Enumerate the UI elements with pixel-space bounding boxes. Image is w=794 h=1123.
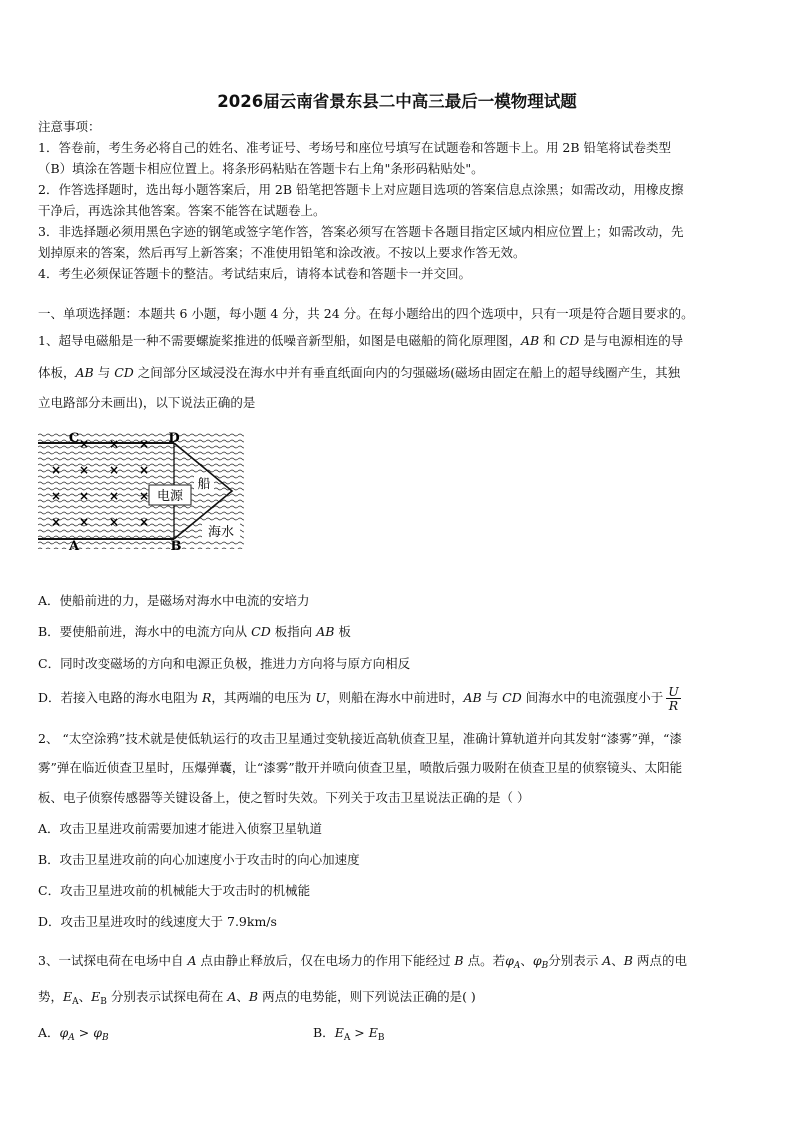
q1-var: CD bbox=[502, 690, 522, 705]
q3-var: A bbox=[227, 989, 237, 1004]
energy-symbol: E bbox=[91, 989, 101, 1004]
energy-symbol: E bbox=[334, 1025, 344, 1040]
q3-option-label: B． bbox=[313, 1025, 335, 1040]
phi-symbol: φ bbox=[59, 1025, 69, 1040]
field-x-mark: × bbox=[108, 463, 120, 477]
phi-symbol: φ bbox=[93, 1025, 102, 1040]
q1-var: CD bbox=[559, 333, 580, 348]
q3-var: B bbox=[454, 953, 464, 968]
q1-option-c: C．同时改变磁场的方向和电源正负极，推进力方向将与原方向相反 bbox=[38, 656, 411, 671]
note-3-line-2: 划掉原来的答案，然后再写上新答案；不准使用铅笔和涂改液。不按以上要求作答无效。 bbox=[38, 245, 526, 260]
q1-var: AB bbox=[520, 333, 540, 348]
field-x-mark: × bbox=[138, 463, 150, 477]
q1-var: AB bbox=[463, 690, 482, 705]
note-2-line-2: 干净后，再选涂其他答案。答案不能答在试题卷上。 bbox=[38, 203, 326, 218]
q3-text: 3、一试探电荷在电场中自 bbox=[38, 953, 188, 968]
field-x-mark: × bbox=[138, 515, 150, 529]
q1-text: 1、超导电磁船是一种不需要螺旋桨推进的低噪音新型船，如图是电磁船的简化原理图， bbox=[38, 333, 521, 348]
q3-var: A bbox=[187, 953, 197, 968]
q1-text: 和 bbox=[539, 333, 560, 348]
q1-stem-line-2 bbox=[38, 364, 680, 382]
q3-text: 点。若 bbox=[463, 953, 506, 968]
field-x-mark: × bbox=[50, 515, 62, 529]
fraction-u-over-r bbox=[666, 685, 681, 712]
page-title: 2026届云南省景东县二中高三最后一模物理试题 bbox=[217, 92, 577, 111]
field-x-mark: × bbox=[138, 437, 150, 451]
q3-stem-line-2 bbox=[38, 988, 476, 1011]
note-1-line-2: （B）填涂在答题卡相应位置上。将条形码粘贴在答题卡右上角"条形码粘贴处"。 bbox=[38, 161, 484, 176]
field-x-mark: × bbox=[78, 437, 90, 451]
power-supply-label: 电源 bbox=[156, 489, 184, 504]
note-4: 4．考生必须保证答题卡的整洁。考试结束后，请将本试卷和答题卡一并交回。 bbox=[38, 266, 471, 281]
q3-option-b bbox=[313, 1024, 384, 1047]
note-2-line-1: 2．作答选择题时，选出每小题答案后，用 2B 铅笔把答题卡上对应题目选项的答案信息点涂黑；如需改动，用橡皮擦 bbox=[38, 182, 684, 197]
q3-text: 、 bbox=[236, 989, 249, 1004]
q1-stem-line-3: 立电路部分未画出)，以下说法正确的是 bbox=[38, 395, 256, 410]
subscript-b: B bbox=[377, 1033, 385, 1043]
energy-symbol: E bbox=[368, 1025, 378, 1040]
q3-text: 、 bbox=[78, 989, 92, 1004]
label-b: B bbox=[170, 539, 182, 550]
field-x-mark: × bbox=[50, 463, 62, 477]
q3-text: 、 bbox=[611, 953, 624, 968]
q1-var: U bbox=[315, 690, 326, 705]
q1-stem-line-1 bbox=[38, 332, 683, 350]
q1-text: 板 bbox=[334, 624, 351, 639]
section-heading: 一、单项选择题：本题共 6 小题，每小题 4 分，共 24 分。在每小题给出的四个选项中，只有一项是符合题目要求的。 bbox=[38, 306, 694, 321]
q1-text: ，则船在海水中前进时， bbox=[325, 690, 464, 705]
q1-var: CD bbox=[114, 365, 134, 380]
q1-text: 是与电源相连的导 bbox=[579, 333, 684, 348]
q2-stem-line-2: 雾”弹在临近侦查卫星时，压爆弹囊，让“漆雾”散开并喷向侦查卫星，喷散后强力吸附在侦查卫星的侦察镜头、太阳能 bbox=[38, 760, 683, 775]
energy-symbol: E bbox=[63, 989, 73, 1004]
q2-option-a: A．攻击卫星进攻前需要加速才能进入侦察卫星轨道 bbox=[38, 821, 323, 836]
q3-var: B bbox=[248, 989, 259, 1004]
q1-text: ，其两端的电压为 bbox=[211, 690, 316, 705]
subscript-a: A bbox=[343, 1033, 351, 1043]
field-x-mark: × bbox=[138, 489, 150, 503]
q1-text: 板指向 bbox=[270, 624, 317, 639]
field-x-mark: × bbox=[78, 515, 90, 529]
subscript-b: B bbox=[541, 961, 549, 971]
q3-var: A bbox=[602, 953, 612, 968]
greater-than: > bbox=[74, 1025, 94, 1040]
q1-option-d bbox=[38, 685, 681, 712]
q2-stem-line-3: 板、电子侦察传感器等关键设备上，使之暂时失效。下列关于攻击卫星说法正确的是（ ） bbox=[38, 790, 530, 805]
q3-var: B bbox=[623, 953, 633, 968]
sea-label: 海水 bbox=[207, 525, 235, 540]
q1-text: B．要使船前进，海水中的电流方向从 bbox=[38, 624, 252, 639]
q3-option-label: A． bbox=[38, 1025, 60, 1040]
q3-text: 两点的电 bbox=[632, 953, 687, 968]
phi-symbol: φ bbox=[532, 953, 542, 968]
subscript-a: A bbox=[68, 1033, 75, 1043]
q2-option-b: B．攻击卫星进攻前的向心加速度小于攻击时的向心加速度 bbox=[38, 852, 360, 867]
q3-text: 势， bbox=[38, 989, 64, 1004]
q3-text: 分别表示试探电荷在 bbox=[106, 989, 228, 1004]
q3-text: 点由静止释放后，仅在电场力的作用下能经过 bbox=[196, 953, 455, 968]
field-x-mark: × bbox=[108, 515, 120, 529]
q3-text: 、 bbox=[520, 953, 533, 968]
label-a: A bbox=[68, 539, 80, 550]
label-d: D bbox=[168, 432, 180, 446]
note-1-line-1: 1．答卷前，考生务必将自己的姓名、准考证号、考场号和座位号填写在试题卷和答题卡上。用 2B 铅笔将试卷类型 bbox=[38, 140, 672, 155]
q1-option-b bbox=[38, 623, 351, 641]
q2-stem-line-1: 2、 “太空涂鸦”技术就是使低轨运行的攻击卫星通过变轨接近高轨侦查卫星，准确计算轨道并向其发射“漆雾”弹，“漆 bbox=[38, 731, 682, 746]
q3-stem-line-1 bbox=[38, 952, 687, 975]
notes-heading: 注意事项： bbox=[38, 119, 101, 134]
boat-label: 船 bbox=[197, 477, 211, 492]
q1-var: R bbox=[202, 690, 212, 705]
note-3-line-1: 3．非选择题必须用黑色字迹的钢笔或签字笔作答，答案必须写在答题卡各题目指定区域内相应位置上；如需改动，先 bbox=[38, 224, 684, 239]
q1-var: AB bbox=[75, 365, 94, 380]
q1-text: 体板， bbox=[38, 365, 76, 380]
q1-option-a: A．使船前进的力，是磁场对海水中电流的安培力 bbox=[38, 593, 310, 608]
subscript-b: B bbox=[100, 997, 107, 1007]
subscript-a: A bbox=[513, 961, 521, 971]
q2-option-d: D．攻击卫星进攻时的线速度大于 7.9km/s bbox=[38, 914, 277, 929]
field-x-mark: × bbox=[78, 463, 90, 477]
greater-than: > bbox=[350, 1025, 369, 1040]
q1-text: 间海水中的电流强度小于 bbox=[521, 690, 664, 705]
electromagnetic-ship-diagram bbox=[38, 432, 246, 550]
q3-option-a bbox=[38, 1024, 109, 1047]
subscript-b: B bbox=[101, 1033, 109, 1043]
field-x-mark: × bbox=[108, 437, 120, 451]
q1-text: 与 bbox=[93, 365, 115, 380]
q1-text: 之间部分区域浸没在海水中并有垂直纸面向内的匀强磁场(磁场由固定在船上的超导线圈产生，其独 bbox=[133, 365, 681, 380]
phi-symbol: φ bbox=[505, 953, 514, 968]
q3-text: 分别表示 bbox=[548, 953, 603, 968]
subscript-a: A bbox=[72, 997, 79, 1007]
fraction-denominator: R bbox=[668, 698, 679, 713]
label-c: C bbox=[68, 432, 80, 446]
field-x-mark: × bbox=[78, 489, 90, 503]
q3-text: 两点的电势能，则下列说法正确的是( ) bbox=[258, 989, 476, 1004]
q2-option-c: C．攻击卫星进攻前的机械能大于攻击时的机械能 bbox=[38, 883, 311, 898]
q1-var: CD bbox=[251, 624, 271, 639]
q1-text: 与 bbox=[481, 690, 503, 705]
q1-text: D．若接入电路的海水电阻为 bbox=[38, 690, 202, 705]
field-x-mark: × bbox=[108, 489, 120, 503]
field-x-mark: × bbox=[50, 489, 62, 503]
q1-var: AB bbox=[316, 624, 335, 639]
fraction-numerator: U bbox=[668, 684, 679, 699]
